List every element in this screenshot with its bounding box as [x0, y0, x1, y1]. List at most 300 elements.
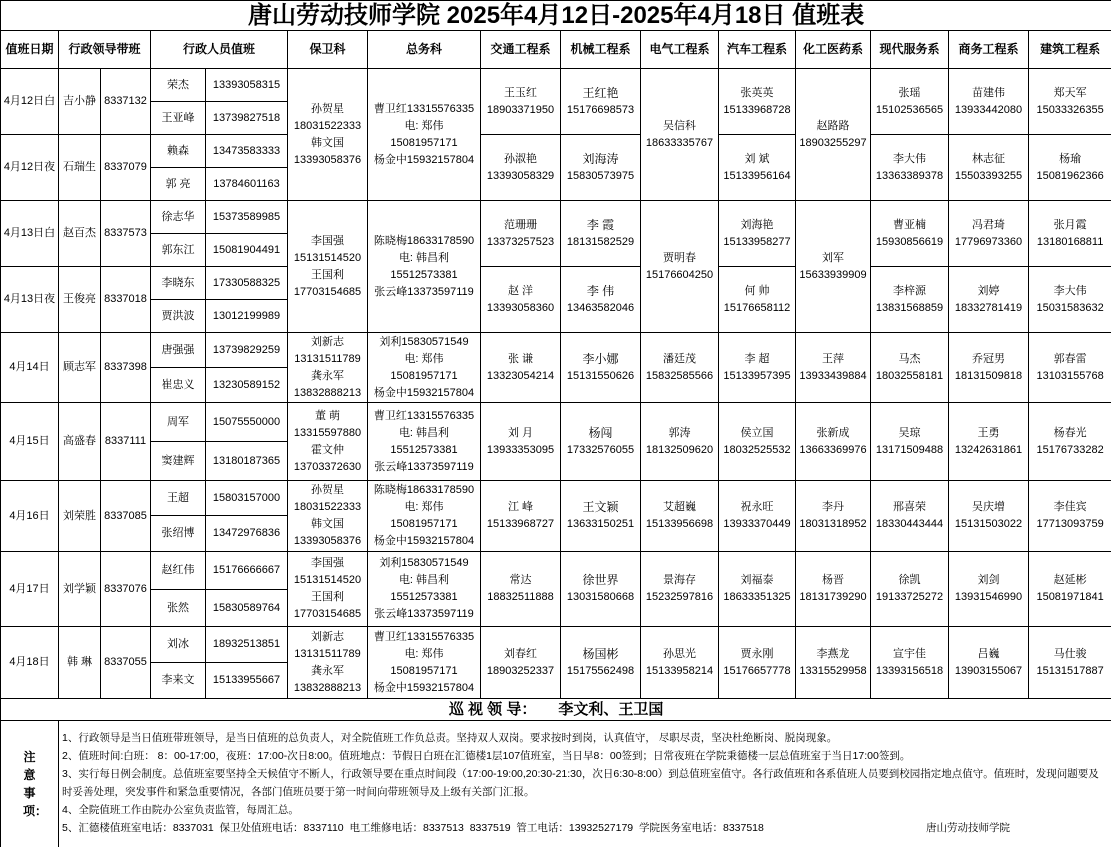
duty-cell-electrical — [641, 69, 719, 201]
duty-line: 赵延彬 — [1053, 574, 1087, 586]
date-cell: 4月13日白 — [1, 201, 59, 267]
header-dept-business: 商务工程系 — [949, 31, 1029, 69]
duty-line: 李 超 — [744, 352, 770, 365]
duty-line: 13933370449 — [723, 518, 791, 530]
duty-line: 13463582046 — [566, 301, 635, 314]
duty-line: 乔冠男 — [972, 352, 1005, 365]
header-staff: 行政人员值班 — [151, 31, 288, 69]
duty-line: 13832888213 — [293, 386, 362, 399]
duty-line: 刘春红 — [504, 647, 537, 660]
duty-cell-mechanical — [561, 552, 641, 627]
schedule-row — [1, 403, 1111, 442]
staff-name-cell: 崔忠义 — [151, 368, 206, 403]
duty-cell-construction — [1029, 333, 1111, 403]
duty-line: 15830573975 — [566, 169, 635, 182]
duty-line: 13315597880 — [293, 426, 362, 439]
duty-line: 冯君琦 — [972, 218, 1005, 231]
date-cell: 4月16日 — [1, 481, 59, 552]
duty-line: 18633351325 — [723, 591, 791, 603]
duty-line: 13393156518 — [875, 664, 944, 677]
duty-line: 王国利 — [311, 591, 344, 603]
header-dept-construction: 建筑工程系 — [1029, 31, 1111, 69]
duty-line: 13180168811 — [1036, 235, 1104, 248]
duty-line: 张云峰13373597119 — [374, 285, 474, 298]
duty-line: 韩文国 — [311, 518, 344, 530]
duty-line: 13931546990 — [954, 591, 1023, 603]
duty-cell-traffic — [481, 552, 561, 627]
duty-cell-traffic — [481, 267, 561, 333]
duty-line: 刘利15830571549 — [379, 557, 469, 569]
duty-cell-modern-service — [871, 333, 949, 403]
duty-line: 18131582529 — [566, 235, 635, 248]
duty-line: 陈晓梅18633178590 — [373, 234, 475, 247]
duty-line: 15131517887 — [1036, 664, 1104, 677]
duty-line: 13831568859 — [875, 301, 944, 314]
duty-line: 张云峰13373597119 — [374, 608, 474, 620]
duty-line: 贾永刚 — [740, 647, 774, 660]
duty-line: 吴信科 — [663, 119, 696, 132]
duty-cell-security — [288, 333, 368, 403]
duty-line: 马杰 — [898, 352, 921, 365]
duty-line: 电: 韩昌利 — [398, 251, 450, 264]
schedule-body — [1, 69, 1111, 699]
duty-line: 李丹 — [822, 501, 844, 513]
duty-line: 13131511789 — [294, 352, 361, 365]
duty-line: 15175562498 — [566, 664, 635, 677]
duty-line: 景海存 — [663, 574, 696, 586]
duty-cell-traffic — [481, 481, 561, 552]
duty-line: 15512573381 — [390, 591, 458, 603]
duty-cell-modern-service — [871, 201, 949, 267]
duty-line: 18903252337 — [486, 664, 555, 677]
duty-line: 王玉红 — [504, 86, 537, 99]
duty-line: 曹卫红13315576335 — [373, 102, 475, 115]
staff-phone-cell: 13472976836 — [206, 516, 288, 552]
duty-line: 15131514520 — [293, 574, 362, 586]
duty-line: 18031318952 — [799, 518, 867, 530]
duty-cell-chemical — [796, 69, 871, 201]
duty-line: 13373257523 — [486, 235, 555, 248]
duty-cell-auto — [719, 135, 796, 201]
duty-cell-security — [288, 481, 368, 552]
duty-line: 曹卫红13315576335 — [373, 630, 475, 643]
date-cell: 4月15日 — [1, 403, 59, 481]
duty-line: 电: 郑伟 — [404, 647, 444, 660]
duty-cell-chemical — [796, 481, 871, 552]
duty-cell-security — [288, 69, 368, 201]
duty-line: 18633335767 — [645, 136, 714, 149]
staff-name-cell: 周军 — [151, 403, 206, 442]
notes-content — [59, 721, 1111, 847]
duty-line: 孙贺星 — [311, 102, 344, 115]
duty-line: 13103155768 — [1036, 369, 1104, 382]
note-item: 4、全院值班工作由院办公室负责监管，每周汇总。 — [62, 804, 299, 816]
staff-phone-cell: 15373589985 — [206, 201, 288, 234]
schedule-row — [1, 333, 1111, 368]
duty-line: 张月霞 — [1053, 218, 1087, 231]
duty-cell-mechanical — [561, 481, 641, 552]
duty-line: 18131739290 — [799, 591, 867, 603]
duty-line: 13242631861 — [954, 443, 1023, 456]
duty-cell-general-affairs — [368, 201, 481, 333]
duty-line: 王萍 — [822, 352, 844, 365]
duty-line: 霍文仲 — [311, 443, 344, 456]
header-dept-modern-service: 现代服务系 — [871, 31, 949, 69]
duty-line: 15133958214 — [645, 664, 714, 677]
duty-line: 电: 韩昌利 — [398, 574, 450, 586]
leader-name-cell: 石瑞生 — [59, 135, 101, 201]
staff-name-cell: 张然 — [151, 590, 206, 627]
duty-line: 张新成 — [816, 426, 850, 439]
duty-cell-auto — [719, 69, 796, 135]
leader-phone-cell: 8337573 — [101, 201, 151, 267]
duty-line: 苗建伟 — [972, 86, 1005, 99]
duty-line: 18031522333 — [293, 501, 362, 513]
duty-line: 张瑶 — [898, 86, 921, 99]
leader-name-cell: 刘学颖 — [59, 552, 101, 627]
duty-line: 李大伟 — [1053, 284, 1087, 297]
notes-label-cell — [1, 721, 59, 847]
duty-cell-mechanical — [561, 267, 641, 333]
duty-cell-traffic — [481, 333, 561, 403]
duty-cell-traffic — [481, 69, 561, 135]
duty-line: 范珊珊 — [504, 218, 537, 231]
note-item: 5、汇德楼值班室电话：8337031 保卫处值班电话：8337110 电工维修电话：8337513 8337519 管工电话：13932527179 学院医务室电话：8337518 — [62, 822, 764, 834]
duty-line: 15081957171 — [390, 518, 458, 530]
duty-line: 15930856619 — [875, 235, 944, 248]
duty-line: 祝永旺 — [740, 501, 774, 513]
schedule-row — [1, 135, 1111, 168]
schedule-row — [1, 201, 1111, 234]
duty-line: 18032558181 — [875, 369, 944, 382]
duty-cell-traffic — [481, 135, 561, 201]
duty-line: 15131503022 — [954, 518, 1023, 530]
duty-line: 贾明春 — [663, 251, 696, 264]
duty-cell-business — [949, 135, 1029, 201]
duty-line: 杨闯 — [588, 425, 613, 440]
staff-phone-cell: 15830589764 — [206, 590, 288, 627]
duty-line: 18330443444 — [875, 518, 944, 530]
leader-name-cell: 吉小静 — [59, 69, 101, 135]
note-item-row — [62, 819, 1107, 837]
duty-line: 15031583632 — [1036, 301, 1104, 314]
duty-cell-auto — [719, 201, 796, 267]
duty-line: 15176733282 — [1036, 443, 1104, 456]
duty-line: 13393058376 — [293, 153, 362, 166]
note-item: 1、行政领导是当日值班带班领导，是当日值班的总负责人，对全院值班工作负总责。坚持双人双岗。要求按时到岗，认真值守， 尽职尽责，坚决杜绝断岗、脱岗现象。 — [62, 732, 838, 744]
duty-line: 15133956164 — [723, 169, 791, 182]
duty-cell-modern-service — [871, 627, 949, 699]
duty-line: 13393058360 — [486, 301, 555, 314]
duty-line: 13131511789 — [294, 647, 361, 660]
duty-line: 15503393255 — [954, 169, 1023, 182]
leader-name-cell: 顾志军 — [59, 333, 101, 403]
duty-line: 王国利 — [311, 268, 344, 281]
date-cell: 4月14日 — [1, 333, 59, 403]
duty-line: 王红艳 — [582, 85, 619, 100]
duty-line: 杨金中15932157804 — [373, 386, 475, 399]
duty-line: 13393058329 — [486, 169, 555, 182]
duty-line: 李 伟 — [586, 283, 615, 298]
duty-line: 韩文国 — [311, 136, 344, 149]
duty-cell-security — [288, 627, 368, 699]
duty-cell-auto — [719, 552, 796, 627]
duty-line: 13933442080 — [954, 103, 1023, 116]
duty-cell-chemical — [796, 333, 871, 403]
leader-phone-cell: 8337079 — [101, 135, 151, 201]
staff-phone-cell: 13739829259 — [206, 333, 288, 368]
staff-name-cell: 李晓东 — [151, 267, 206, 300]
page-title: 唐山劳动技师学院 2025年4月12日-2025年4月18日 值班表 — [1, 1, 1111, 31]
duty-line: 宣宇佳 — [893, 647, 926, 660]
duty-cell-modern-service — [871, 552, 949, 627]
duty-line: 17703154685 — [293, 285, 362, 298]
duty-line: 15131550626 — [566, 369, 635, 382]
duty-line: 13903155067 — [954, 664, 1023, 677]
duty-line: 15133968728 — [723, 103, 791, 116]
schedule-row — [1, 627, 1111, 663]
staff-phone-cell: 13784601163 — [206, 168, 288, 201]
duty-line: 李国强 — [311, 557, 344, 569]
duty-line: 15081957171 — [390, 369, 458, 382]
header-dept-auto: 汽车工程系 — [719, 31, 796, 69]
duty-line: 13323054214 — [486, 369, 555, 382]
staff-name-cell: 徐志华 — [151, 201, 206, 234]
note-item: 2、值班时间:白班： 8：00-17:00，夜班：17:00-次日8:00。值班地点：节假日白班在汇德楼1层107值班室，当日早8：00签到；日常夜班在学院秉德楼一层总值班室于当日17:00签到。 — [62, 750, 911, 762]
duty-line: 15081957171 — [390, 136, 458, 149]
header-dept-chemical: 化工医药系 — [796, 31, 871, 69]
duty-cell-electrical — [641, 403, 719, 481]
duty-cell-general-affairs — [368, 627, 481, 699]
staff-name-cell: 王亚峰 — [151, 102, 206, 135]
duty-cell-mechanical — [561, 403, 641, 481]
duty-line: 18332781419 — [954, 301, 1023, 314]
patrol-cell — [1, 699, 1111, 721]
duty-cell-mechanical — [561, 69, 641, 135]
staff-phone-cell: 13012199989 — [206, 300, 288, 333]
duty-line: 电: 郑伟 — [404, 119, 444, 132]
duty-cell-mechanical — [561, 135, 641, 201]
duty-cell-construction — [1029, 481, 1111, 552]
duty-line: 13171509488 — [875, 443, 944, 456]
duty-cell-traffic — [481, 627, 561, 699]
duty-line: 李小娜 — [582, 351, 619, 366]
duty-line: 13393058376 — [293, 535, 362, 547]
duty-line: 13031580668 — [566, 591, 635, 603]
duty-line: 电: 郑伟 — [404, 352, 444, 365]
duty-line: 杨国彬 — [582, 646, 619, 661]
duty-line: 17713093759 — [1036, 518, 1104, 530]
duty-line: 江 峰 — [507, 501, 534, 513]
staff-phone-cell: 13180187365 — [206, 442, 288, 481]
staff-name-cell: 贾洪波 — [151, 300, 206, 333]
duty-line: 刘福泰 — [740, 574, 774, 586]
duty-cell-modern-service — [871, 69, 949, 135]
duty-cell-chemical — [796, 552, 871, 627]
duty-cell-construction — [1029, 135, 1111, 201]
date-cell: 4月13日夜 — [1, 267, 59, 333]
schedule-row — [1, 552, 1111, 590]
notes-row — [1, 721, 1111, 847]
staff-name-cell: 郭东江 — [151, 234, 206, 267]
duty-cell-construction — [1029, 552, 1111, 627]
duty-line: 刘海涛 — [582, 151, 619, 166]
header-date: 值班日期 — [1, 31, 59, 69]
duty-line: 13933353095 — [486, 443, 555, 456]
duty-line: 17703154685 — [293, 608, 362, 620]
staff-phone-cell: 15176666667 — [206, 552, 288, 590]
duty-line: 刘 斌 — [744, 152, 770, 165]
header-row — [1, 31, 1111, 69]
duty-line: 杨金中15932157804 — [373, 153, 475, 166]
duty-cell-mechanical — [561, 333, 641, 403]
table-foot — [1, 699, 1111, 847]
staff-name-cell: 王超 — [151, 481, 206, 516]
staff-name-cell: 刘冰 — [151, 627, 206, 663]
duty-line: 潘廷茂 — [663, 352, 696, 365]
duty-line: 15832585566 — [645, 369, 714, 382]
duty-line: 孙思光 — [663, 647, 696, 660]
duty-cell-auto — [719, 403, 796, 481]
duty-line: 15512573381 — [390, 443, 458, 456]
duty-cell-electrical — [641, 552, 719, 627]
duty-line: 15176698573 — [566, 103, 635, 116]
duty-cell-auto — [719, 627, 796, 699]
duty-line: 15133957395 — [723, 369, 791, 382]
staff-phone-cell: 13473583333 — [206, 135, 288, 168]
duty-line: 李燕龙 — [816, 647, 850, 660]
leader-name-cell: 王俊亮 — [59, 267, 101, 333]
staff-phone-cell: 15133955667 — [206, 663, 288, 699]
leader-phone-cell: 8337111 — [101, 403, 151, 481]
duty-line: 艾超巍 — [663, 501, 696, 513]
duty-line: 15081962366 — [1036, 169, 1104, 182]
duty-cell-modern-service — [871, 403, 949, 481]
duty-cell-chemical — [796, 627, 871, 699]
staff-phone-cell: 13230589152 — [206, 368, 288, 403]
duty-line: 吴琼 — [898, 426, 921, 439]
duty-line: 电: 郑伟 — [404, 501, 444, 513]
duty-line: 杨晋 — [822, 574, 844, 586]
duty-cell-business — [949, 69, 1029, 135]
duty-line: 13663369976 — [799, 443, 867, 456]
duty-line: 马仕骏 — [1053, 647, 1087, 660]
staff-phone-cell: 15081904491 — [206, 234, 288, 267]
duty-line: 刘新志 — [311, 630, 344, 643]
duty-line: 徐凯 — [898, 574, 921, 586]
header-dept-traffic: 交通工程系 — [481, 31, 561, 69]
duty-line: 吴庆增 — [972, 501, 1005, 513]
schedule-row — [1, 267, 1111, 300]
leader-phone-cell: 8337018 — [101, 267, 151, 333]
duty-cell-auto — [719, 481, 796, 552]
duty-line: 曹卫红13315576335 — [373, 409, 475, 422]
duty-line: 18032525532 — [723, 443, 791, 456]
staff-name-cell: 李来文 — [151, 663, 206, 699]
date-cell: 4月18日 — [1, 627, 59, 699]
signature: 唐山劳动技师学院 — [926, 822, 1010, 834]
duty-line: 张 谦 — [507, 352, 534, 365]
notes-label: 注意事项： — [23, 750, 48, 818]
staff-name-cell: 唐强强 — [151, 333, 206, 368]
date-cell: 4月17日 — [1, 552, 59, 627]
patrol-row — [1, 699, 1111, 721]
duty-line: 杨金中15932157804 — [373, 681, 475, 694]
duty-cell-mechanical — [561, 201, 641, 267]
duty-cell-business — [949, 201, 1029, 267]
duty-line: 13703372630 — [293, 460, 362, 473]
schedule-row — [1, 69, 1111, 102]
duty-line: 杨金中15932157804 — [373, 535, 475, 547]
duty-cell-general-affairs — [368, 69, 481, 201]
duty-line: 常达 — [509, 574, 532, 586]
duty-line: 王文颖 — [582, 500, 619, 514]
duty-cell-general-affairs — [368, 333, 481, 403]
staff-name-cell: 窦建辉 — [151, 442, 206, 481]
duty-line: 15081971841 — [1036, 591, 1104, 603]
header-dept-mechanical: 机械工程系 — [561, 31, 641, 69]
duty-line: 13363389378 — [875, 169, 944, 182]
duty-line: 18903371950 — [486, 103, 555, 116]
duty-line: 18132509620 — [645, 443, 714, 456]
duty-cell-general-affairs — [368, 552, 481, 627]
duty-line: 曹亚楠 — [893, 218, 926, 231]
duty-line: 徐世界 — [582, 573, 619, 587]
patrol-label: 巡 视 领 导： — [448, 700, 537, 718]
duty-cell-business — [949, 481, 1029, 552]
note-item: 3、实行每日例会制度。总值班室要坚持全天候值守不断人，行政领导要在重点时间段（17:00-19:00,20:30-21:30，次日6:30-8:00）到总值班室值守。各行政值班和各系值班人员要到校园指定地点值守。值班时，发现问题要及时妥善处理，突发事件和紧急重要情况，各部门值班员要于第一时间向带班领导及上级有关部门汇报。 — [62, 768, 1099, 798]
duty-line: 杨瑜 — [1059, 152, 1082, 165]
duty-cell-electrical — [641, 201, 719, 333]
staff-phone-cell: 18932513851 — [206, 627, 288, 663]
leader-phone-cell: 8337398 — [101, 333, 151, 403]
duty-line: 李梓源 — [893, 284, 926, 297]
duty-line: 邢喜荣 — [893, 501, 926, 513]
staff-name-cell: 张绍博 — [151, 516, 206, 552]
duty-line: 15232597816 — [645, 591, 714, 603]
leader-phone-cell: 8337085 — [101, 481, 151, 552]
header-dept-electrical: 电气工程系 — [641, 31, 719, 69]
duty-cell-construction — [1029, 267, 1111, 333]
duty-line: 15102536565 — [875, 103, 944, 116]
duty-cell-mechanical — [561, 627, 641, 699]
duty-line: 17796973360 — [954, 235, 1023, 248]
duty-cell-security — [288, 403, 368, 481]
duty-line: 郭涛 — [668, 426, 691, 439]
duty-cell-construction — [1029, 69, 1111, 135]
duty-line: 刘 月 — [507, 426, 534, 439]
duty-line: 15512573381 — [390, 268, 458, 281]
duty-line: 李 霞 — [586, 217, 615, 232]
duty-cell-modern-service — [871, 481, 949, 552]
duty-cell-security — [288, 201, 368, 333]
duty-line: 龚永军 — [311, 664, 344, 677]
duty-line: 17332576055 — [566, 443, 635, 456]
duty-line: 张英英 — [740, 86, 774, 99]
duty-line: 刘军 — [822, 251, 844, 264]
leader-phone-cell: 8337055 — [101, 627, 151, 699]
duty-line: 林志征 — [972, 152, 1005, 165]
duty-cell-auto — [719, 333, 796, 403]
duty-cell-construction — [1029, 403, 1111, 481]
duty-line: 陈晓梅18633178590 — [373, 484, 475, 496]
duty-cell-security — [288, 552, 368, 627]
duty-line: 杨春光 — [1053, 426, 1087, 439]
staff-phone-cell: 13739827518 — [206, 102, 288, 135]
duty-cell-construction — [1029, 201, 1111, 267]
duty-line: 李大伟 — [893, 152, 926, 165]
duty-cell-business — [949, 403, 1029, 481]
